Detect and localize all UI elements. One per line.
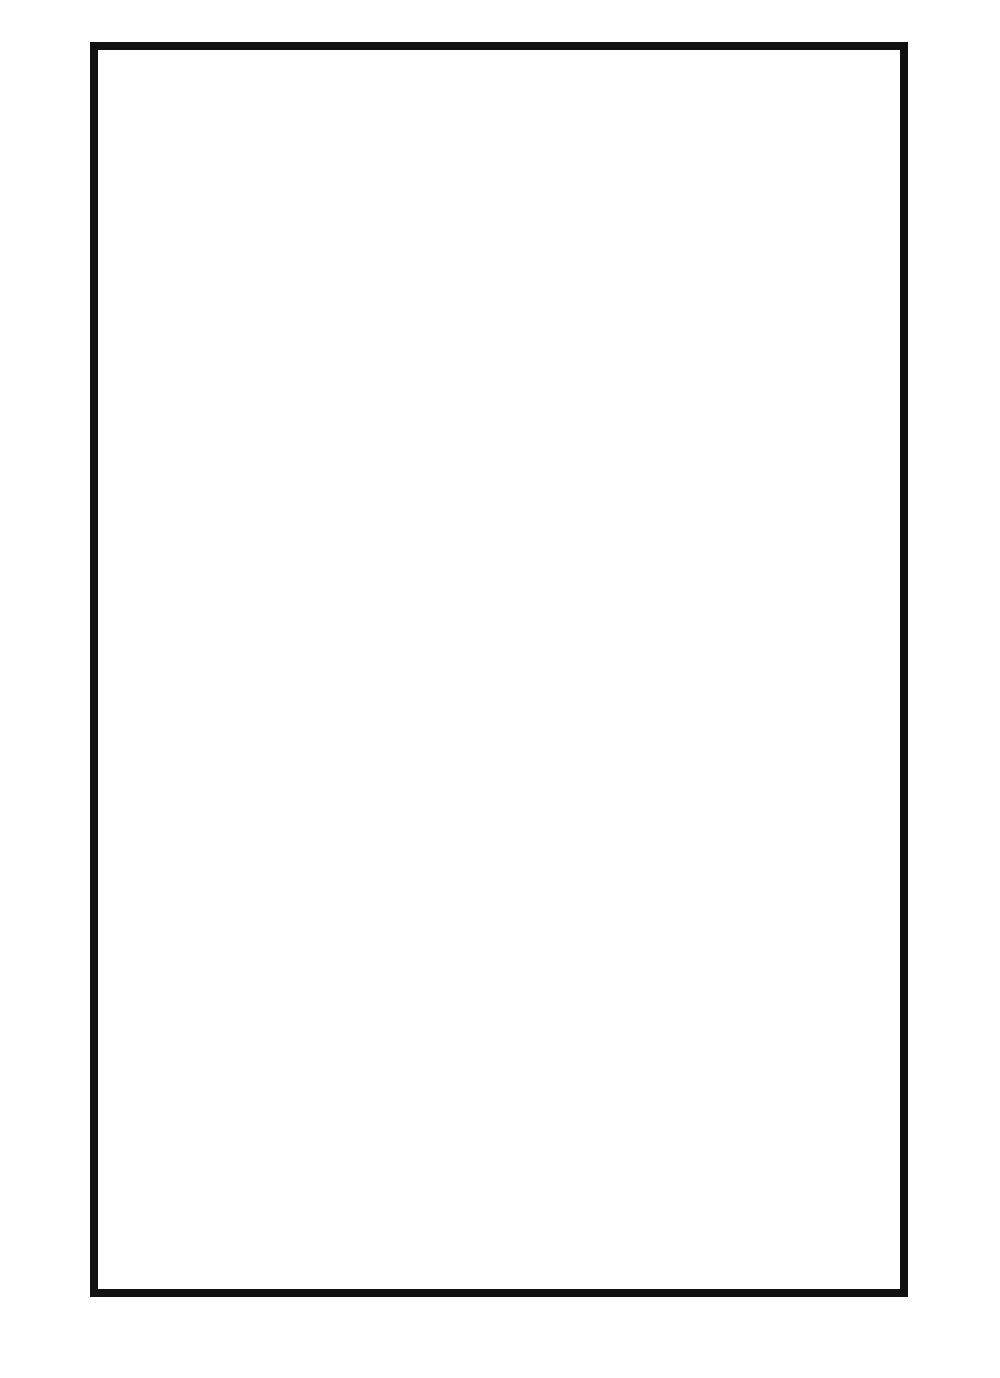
text-frame xyxy=(90,42,908,1297)
book-title-margin xyxy=(32,205,76,321)
